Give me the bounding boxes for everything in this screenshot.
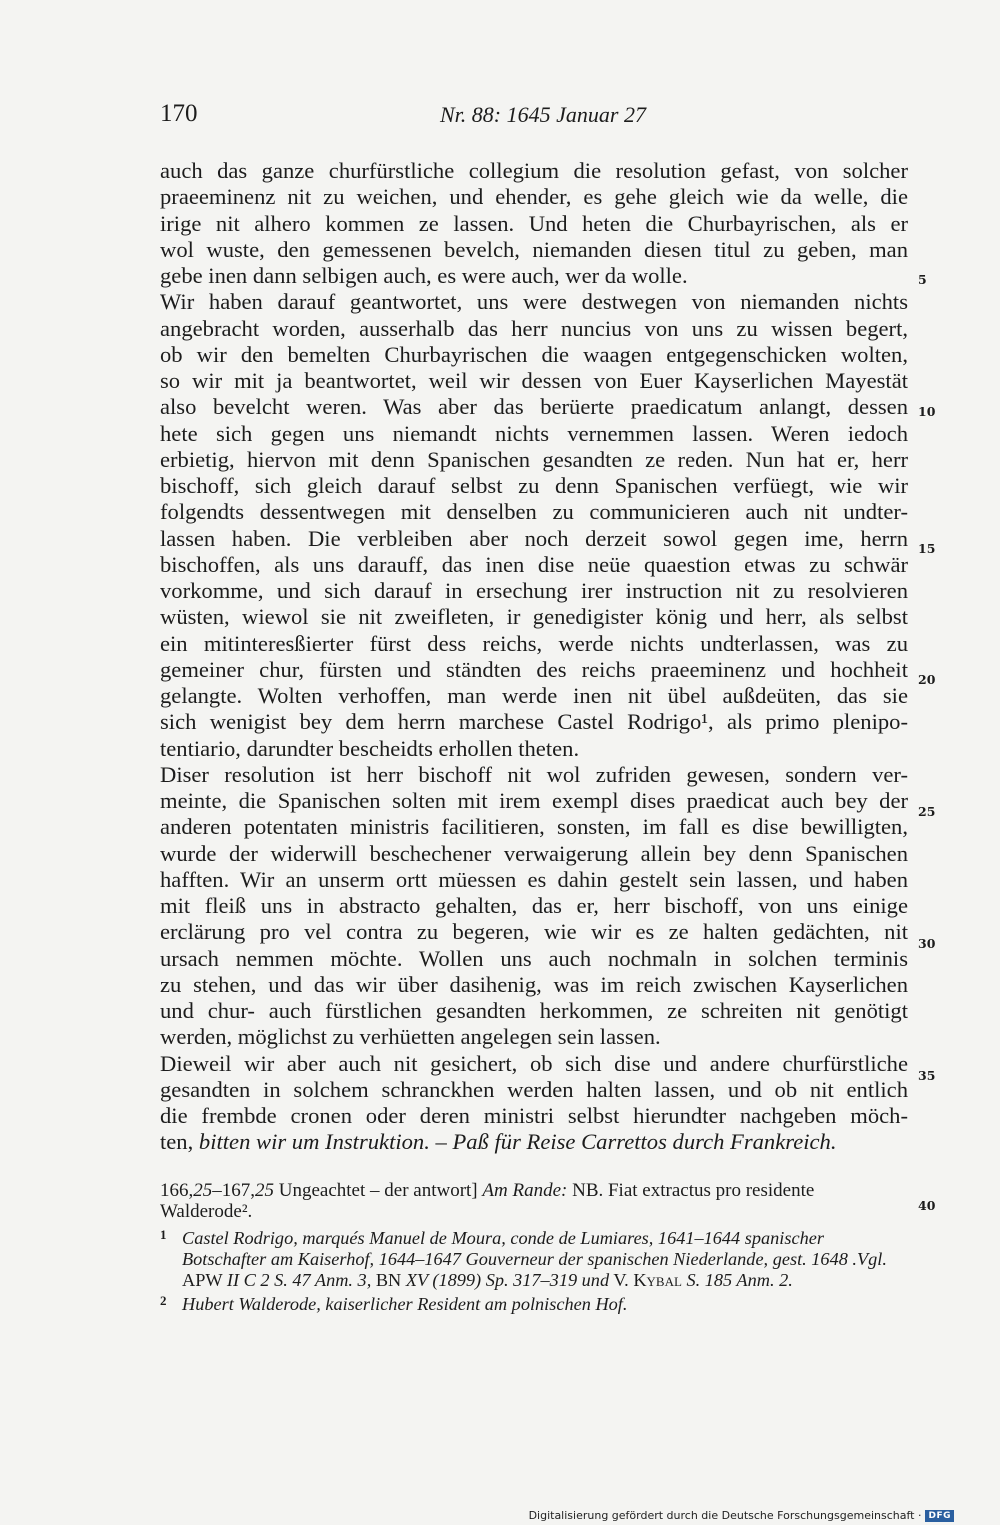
line-number: 35 [918,1068,936,1083]
text-line: Wir haben darauf geantwortet, uns were destwegen von niemanden nichts [160,289,908,315]
footnote-1-text-g: S. 185 Anm. 2. [681,1270,793,1290]
text-line: ob wir den bemelten Churbayrischen die waagen entgegenschicken wolten, [160,341,908,367]
footnote-number: 1 [160,1227,167,1242]
footnote-1-text-d: BN [371,1270,406,1290]
line-number: 25 [918,804,936,819]
text-line: sich wenigist bey dem herrn marchese Castel Rodrigo¹, als primo plenipo- [160,709,908,735]
text-line: gesandten in solchem schranckhen werden halten lassen, und ob nit entlich [160,1076,908,1102]
line-number: 15 [918,541,936,556]
text-line: erclärung pro vel contra zu begeren, wie wir es ze halten gedächten, nit [160,919,908,945]
apparatus-ref-a: 166, [160,1180,194,1201]
text-line-italic: bitten wir um Instruktion. – Paß für Reise Carrettos durch Frankreich. [198,1129,837,1155]
text-line: auch das ganze churfürstliche collegium die resolution gefast, von solcher [160,158,908,183]
footnote-1-text-e: XV (1899) Sp. 317–319 und [405,1270,610,1290]
digitization-credit [529,1509,954,1522]
footnote-1-author: Kybal [633,1270,682,1290]
line-number: 10 [918,404,936,419]
footnote-1-text-f: V. [609,1270,634,1290]
text-line-plain: ten, [160,1129,199,1155]
line-number: 20 [918,672,936,687]
text-line: gebe inen dann selbigen auch, es were auch, wer da wolle. [160,263,688,288]
text-line: und chur- auch fürstlichen gesandten herkommen, ze schreiten nit genötigt [160,998,908,1023]
text-line: so wir mit ja beantwortet, weil wir dessen von Euer Kayserlichen Mayestät [160,368,908,393]
apparatus-ref-b-line: 25 [255,1180,274,1201]
footnote-1-text-a: Castel Rodrigo, marqués Manuel de Moura, conde de Lumiares, 1641–1644 spanischer Botschafter am Kaiserhof, 1644–1647 Gouverneur der spanischen Niederlande, gest. 1648 .Vgl. [182,1228,887,1269]
apparatus-lemma: Ungeachtet – der antwort] [274,1180,483,1201]
text-line: hete sich gegen uns niemandt nichts vernemmen lassen. Weren iedoch [160,420,908,446]
apparatus-ref-a-line: 25 [193,1180,213,1201]
text-line: meinte, die Spanischen solten mit irem exempl dises praedicat auch bey der [160,788,908,813]
text-line: gemeiner chur, fürsten und ständten des reichs praeeminenz und hochheit [160,656,908,682]
running-head: Nr. 88: 1645 Januar 27 [440,102,646,127]
text-line: ein mitinteresßierter fürst dess reichs, werde nichts undterlassen, was zu [160,630,908,656]
text-line: mit fleiß uns in abstracto gehalten, das er, herr bischoff, von uns einige [160,893,908,918]
footnote-1-text-b: APW [182,1270,227,1290]
text-line: Dieweil wir aber auch nit gesichert, ob sich dise und andere churfürstliche [160,1050,908,1076]
text-line: tentiario, darundter bescheidts erhollen theten. [160,735,580,761]
dfg-logo: DFG [925,1510,954,1522]
text-line: also bevelcht weren. Was aber das berüerte praedicatum anlangt, dessen [160,394,908,420]
text-line: wurde der widerwill beschechener verwaigerung allein bey denn Spanischen [160,840,908,866]
credit-text: Digitalisierung gefördert durch die Deutsche Forschungsgemeinschaft · [528,1509,922,1522]
text-line: irige nit alhero kommen ze lassen. Und heten die Churbayrischen, als er [160,210,908,236]
text-line: wüsten, wiewol sie nit zweifleten, ir genedigister könig und herr, als selbst [160,604,908,630]
apparatus-marker: Am Rande: [482,1180,568,1201]
text-line: hafften. Wir an unserm ortt müessen es dahin gestelt sein lassen, und haben [160,866,908,892]
apparatus-ref-b: –167, [212,1180,255,1201]
text-line: lassen haben. Die verbleiben aber noch derzeit sowol gegen ime, herrn [160,525,908,551]
text-line: bischoffen, als uns darauff, das inen dise neüe quaestion etwas zu schwär [160,551,908,577]
line-number: 30 [918,936,936,951]
text-line [160,1129,908,1155]
text-line: die frembde cronen oder deren ministri selbst hierundter nachgeben möch- [160,1103,908,1128]
text-line: ursach nemmen möchte. Wollen uns auch nochmaln in solchen terminis [160,945,908,971]
footnote-2-text: Hubert Walderode, kaiserlicher Resident am polnischen Hof. [182,1294,628,1314]
text-line: bischoff, sich gleich darauf selbst zu denn Spanischen verfüegt, wie wir [160,473,908,498]
text-line: Diser resolution ist herr bischoff nit wol zufriden gewesen, sondern ver- [160,761,908,787]
text-line: zu stehen, und das wir über dasihenig, was im reich zwischen Kayserlichen [160,971,908,997]
text-line: folgendts dessentwegen mit denselben zu communicieren auch nit undter- [160,499,908,525]
text-line: erbietig, hiervon mit denn Spanischen gesandten ze reden. Nun hat er, herr [160,446,908,472]
apparatus-note [160,1180,908,1222]
text-line: vorkomme, und sich darauf in ersechung irer instruction nit zu resolvieren [160,578,908,603]
text-line: praeeminenz nit zu weichen, und ehender, es gehe gleich wie da welle, die [160,184,908,210]
main-text [160,158,908,1156]
line-number: 5 [918,272,927,287]
text-line: angebracht worden, ausserhalb das herr nuncius von uns zu wissen begert, [160,315,908,341]
page-number: 170 [160,100,198,127]
apparatus-text: NB. Fiat extractus pro residente Walderode². [160,1180,815,1222]
text-line: wol wuste, den gemessenen bevelch, niemanden diesen titul zu geben, man [160,236,908,262]
text-line: anderen potentaten ministris facilitieren, sonsten, im fall es dise bewilligten, [160,814,908,840]
text-line: werden, möglichst zu verhüetten angelegen sein lassen. [160,1024,661,1050]
line-number: 40 [918,1198,936,1213]
text-line: gelangte. Wolten verhoffen, man werde inen nit übel außdeüten, das sie [160,683,908,708]
footnote-number: 2 [160,1293,167,1308]
footnote-1-text-c: II C 2 S. 47 Anm. 3, [226,1270,372,1290]
